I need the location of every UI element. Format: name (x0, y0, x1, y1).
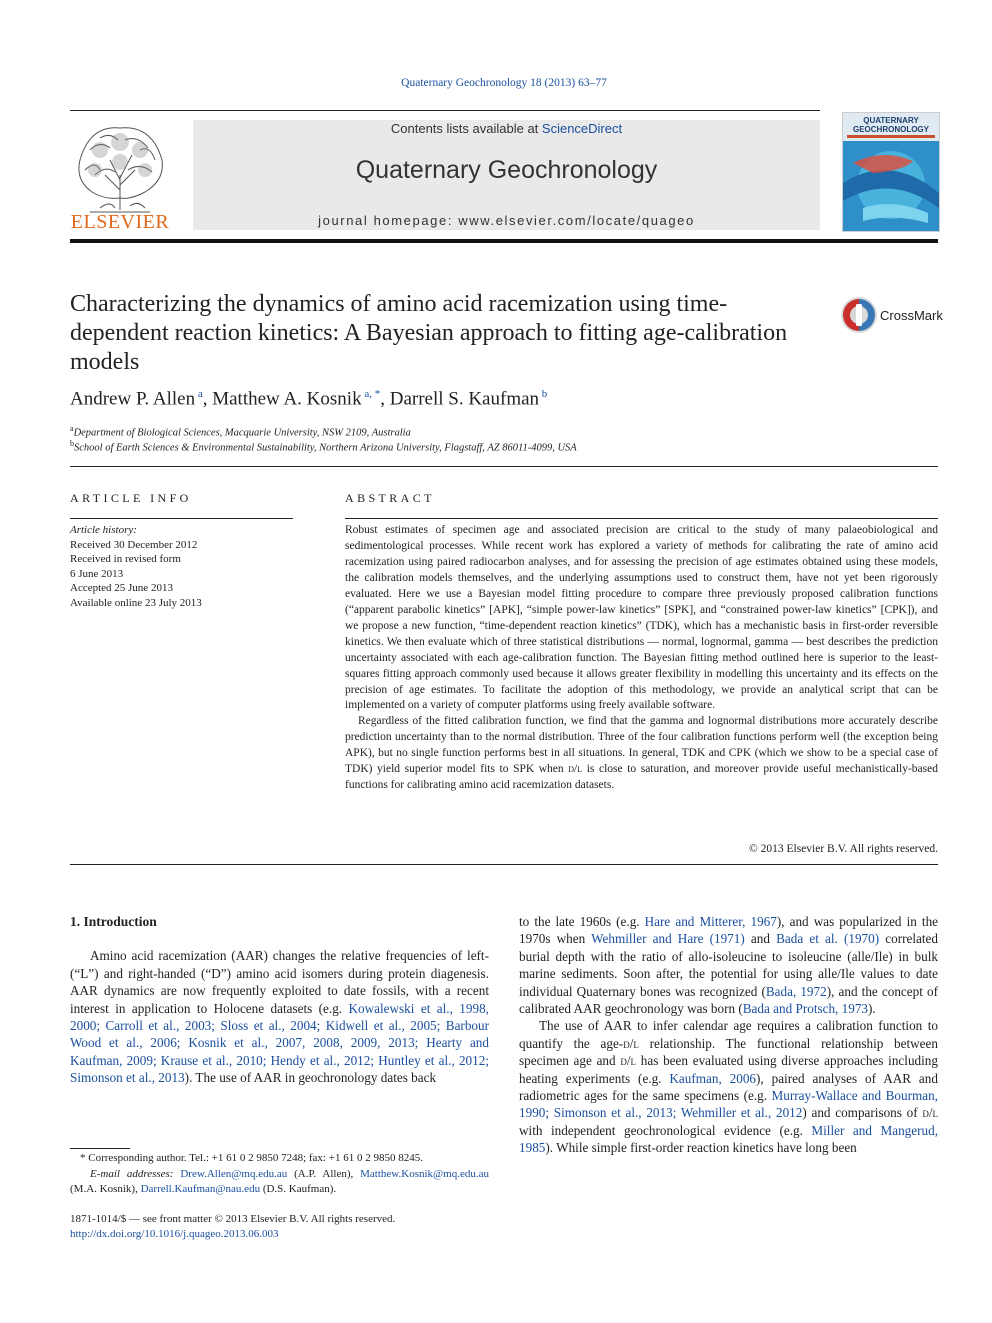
reference-link[interactable]: Bada et al. (1970) (776, 931, 880, 947)
body-paragraph (519, 1017, 938, 1156)
abstract-text (345, 523, 938, 794)
author-list: Andrew P. Allen $^a$, Matthew A. Kosnik $^{a, *}$, Darrell S. Kaufman $^b$ (70, 388, 548, 410)
body-text: ). While simple first-order reaction kinetics have long been (545, 1140, 857, 1156)
sciencedirect-link[interactable]: ScienceDirect (541, 121, 623, 136)
footnotes (70, 1151, 489, 1198)
dl-smallcaps: d/l (568, 763, 583, 776)
contents-prefix: Contents lists available at (390, 121, 542, 136)
contents-line (193, 121, 820, 136)
history-item: Received 30 December 2012 (70, 538, 198, 551)
body-text: ), paired analyses of AAR and radiometric ages for the same specimens (e.g. (519, 1070, 938, 1104)
doi-link[interactable]: http://dx.doi.org/10.1016/j.quageo.2013.06.003 (70, 1228, 279, 1240)
reference-link[interactable]: Hare and Mitterer, 1967 (644, 914, 777, 929)
history-item: Accepted 25 June 2013 (70, 582, 173, 595)
affiliation (70, 424, 411, 439)
body-text: ), and was popularized in the 1970s when (519, 914, 939, 947)
reference-link[interactable]: Kaufman, 2006 (669, 1070, 757, 1086)
abstract-paragraph-1: Robust estimates of specimen age and associated precision are critical to the study of many palaeobiological and sedimentological processes. While recent work has explored a variety of methods for calibrating the rate of amino acid racemization using paired radiocarbon analyses, and for assessing the precision of age estimates obtained using these models, the calibration models themselves, and the underlying assumptions used to construct them, have not yet been rigorously evaluated. Here we use a Bayesian model fitting procedure to compare three previously proposed calibration functions (“apparent parabolic kinetics” [APK], “simple power-law kinetics” [SPK], and “constrained power-law kinetics” [CPK]), and we propose a new function, “time-dependent reaction kinetics” (TDK), which has a mechanistic basis in first-order reversible kinetics. We then evaluate which of three statistical distributions — normal, lognormal, gamma — best describes the prediction uncertainty associated with each age-calibration function. The Bayesian fitting method outlined here is superior to the least-squares fitting approach commonly used because it allows greater flexibility in modelling this uncertainty and its effects on the precision of age estimates. To facilitate the adoption of this methodology, we provide an analytical script that can be implemented on a variety of computer platforms using freely available software. (345, 524, 938, 712)
section-heading-introduction: 1. Introduction (70, 914, 157, 929)
body-text: relationship. The functional relationship between specimen age and (519, 1035, 938, 1069)
email-link[interactable]: Darrell.Kaufman@nau.edu (140, 1183, 261, 1195)
author-name[interactable]: Matthew A. Kosnik (212, 388, 362, 410)
body-text: to the late 1960s (e.g. (519, 914, 645, 929)
abstract-p2-text: is close to saturation, and moreover provide useful mechanistically-based functions for calibrating amino acid racemization datasets. (345, 763, 938, 792)
cover-title-line1: QUATERNARY (863, 116, 919, 125)
header-bottom-rule (70, 239, 938, 243)
history-item: Received in revised form (70, 553, 181, 566)
email-owner: (A.P. Allen), (287, 1167, 361, 1180)
author-name[interactable]: Andrew P. Allen (70, 388, 196, 410)
journal-citation[interactable]: Quaternary Geochronology 18 (2013) 63–77 (401, 77, 607, 89)
article-title: Characterizing the dynamics of amino acid racemization using time-dependent reaction kinetics: A Bayesian approach to fitting age-calibration models (70, 291, 788, 375)
crossmark-icon[interactable] (840, 296, 878, 334)
reference-link[interactable]: Bada, 1972 (765, 983, 827, 999)
email-link[interactable]: Matthew.Kosnik@mq.edu.au (360, 1167, 489, 1180)
author-name[interactable]: Darrell S. Kaufman (389, 388, 540, 410)
email-label: E-mail addresses: (90, 1167, 174, 1180)
body-text: The use of AAR to infer calendar age requires a calibration function to quantify the age- (519, 1018, 938, 1051)
body-right-column (519, 913, 938, 1157)
journal-homepage[interactable]: journal homepage: www.elsevier.com/locate/quageo (318, 213, 695, 228)
dl-smallcaps: d/l (922, 1105, 938, 1121)
history-item: Available online 23 July 2013 (70, 596, 202, 609)
article-history (70, 523, 202, 611)
cover-title-line2: GEOCHRONOLOGY (852, 125, 929, 134)
body-text: Amino acid racemization (AAR) changes the relative frequencies of left- (“L”) and right-handed (“D”) amino acid isomers during protein diagenesis. AAR dynamics are now frequently exploited to date fossils, with a recent interest in application to Holocene datasets (e.g. (70, 948, 489, 1016)
issn-line: 1871-1014/$ — see front matter © 2013 Elsevier B.V. All rights reserved. (70, 1213, 396, 1225)
dl-smallcaps: d/l (620, 1053, 637, 1069)
abstract-paragraph-2 (345, 714, 938, 794)
affil-text: School of Earth Sciences & Environmental Sustainability, Northern Arizona University, Flagstaff, AZ 86011-4099, USA (74, 442, 577, 454)
author-affil-sup[interactable]: a, * (364, 388, 381, 400)
affil-sup: a (70, 424, 74, 433)
issn-block (70, 1212, 395, 1242)
abstract-bottom-rule (70, 864, 938, 865)
body-paragraph (70, 947, 489, 1086)
affiliation-rule (70, 466, 938, 467)
abstract-copyright: © 2013 Elsevier B.V. All rights reserved. (749, 843, 938, 855)
abstract-rule (345, 518, 938, 519)
crossmark-label[interactable]: CrossMark (880, 308, 943, 323)
body-text: ). (868, 1001, 876, 1017)
affiliation (70, 439, 577, 454)
elsevier-logo[interactable]: ELSEVIER (70, 211, 170, 233)
body-left-column (70, 913, 489, 1087)
body-paragraph (519, 913, 938, 1017)
reference-link[interactable]: Murray-Wallace and Bourman, 1990; Simonson et al., 2013; Wehmiller et al., 2012 (519, 1088, 938, 1121)
corresponding-author-note: * Corresponding author. Tel.: +1 61 0 2 9850 7248; fax: +1 61 0 2 9850 8245. (80, 1152, 423, 1164)
abstract-heading: ABSTRACT (345, 491, 435, 505)
footnote-rule (70, 1148, 130, 1149)
body-text: and (744, 931, 777, 947)
email-owner: (M.A. Kosnik), (70, 1183, 141, 1195)
affil-sup: b (70, 439, 74, 448)
journal-cover-image[interactable] (842, 112, 940, 232)
article-info-rule (70, 518, 293, 519)
journal-title[interactable]: Quaternary Geochronology (355, 156, 658, 184)
article-info-heading: ARTICLE INFO (70, 491, 192, 505)
reference-link[interactable]: Miller and Mangerud, 1985 (519, 1122, 938, 1156)
body-text: correlated burial depth with the ratio of allo-isoleucine to isoleucine (alle/Ile) in bulk marine sediments. Soon after, the potential for using alle/Ile values to date individual Quaternary bones was recognized ( (519, 931, 939, 999)
dl-smallcaps: d/l (623, 1035, 639, 1051)
history-label: Article history: (70, 524, 137, 536)
author-affil-sup[interactable]: a (197, 388, 203, 400)
body-text: with independent geochronological evidence (e.g. (519, 1122, 812, 1138)
email-addresses (70, 1167, 489, 1198)
email-link[interactable]: Drew.Allen@mq.edu.au (180, 1167, 288, 1180)
body-text: ), and the concept of calibrated AAR geochronology was born ( (519, 983, 938, 1017)
affil-text: Department of Biological Sciences, Macquarie University, NSW 2109, Australia (73, 427, 411, 439)
reference-link[interactable]: Bada and Protsch, 1973 (742, 1001, 869, 1017)
body-text: ) and comparisons of (802, 1105, 923, 1121)
reference-links[interactable]: Kowalewski et al., 1998, 2000; Carroll et al., 2003; Sloss et al., 2004; Kidwell et al., 2005; Barbour Wood et al., 2006; Kosnik et al., 2007, 2008, 2009, 2013; Hearty and Kaufman, 2009; Krause et al., 2010; Hendy et al., 2012; Huntley et al., 2012; Simonson et al., 2013 (70, 1000, 489, 1086)
header-top-rule (70, 110, 820, 111)
abstract-p2-text: Regardless of the fitted calibration function, we find that the gamma and lognormal distributions more accurately describe prediction uncertainty than to the normal distribution. Three of the four calibration functions perform well (the exception being APK), but no single function performs best in all situations. In general, TDK and CPK (which we show to be a special case of TDK) yield superior model fits to SPK when (345, 715, 938, 776)
email-owner: (D.S. Kaufman). (260, 1183, 337, 1195)
author-affil-sup[interactable]: b (541, 388, 548, 400)
body-text: ). The use of AAR in geochronology dates back (184, 1070, 437, 1086)
history-item: 6 June 2013 (70, 567, 124, 580)
body-text: has been evaluated using diverse approaches including heating experiments (e.g. (519, 1053, 938, 1086)
reference-link[interactable]: Wehmiller and Hare (1971) (591, 931, 745, 947)
